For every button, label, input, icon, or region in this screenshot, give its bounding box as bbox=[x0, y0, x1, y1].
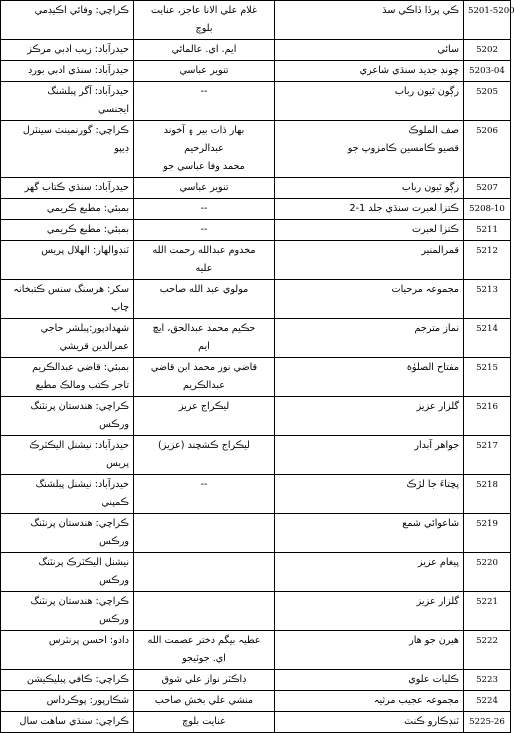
table-row bbox=[1, 358, 511, 397]
publisher-cell-line: شهدادپور:پبلشر حاجي bbox=[40, 323, 129, 334]
title-cell bbox=[275, 61, 464, 82]
publisher-cell-line: بمبئي: مطبع ڪريمي bbox=[46, 224, 129, 235]
author-cell-line: اي. جوٽيجو bbox=[182, 653, 226, 664]
title-cell bbox=[275, 1, 464, 40]
title-cell-line: مجموعہ عجيب مرثيہ bbox=[373, 695, 459, 706]
catalog-number-cell-line: 5225-26 bbox=[469, 717, 505, 727]
catalog-number-cell bbox=[464, 40, 511, 61]
author-cell-line: ايم bbox=[198, 341, 210, 352]
publisher-cell bbox=[1, 61, 134, 82]
publisher-cell-line: حيدرآباد: سنڌي ادبي بورڊ bbox=[27, 65, 129, 76]
publisher-cell-line: عمرالدين قريشي bbox=[59, 341, 129, 352]
catalog-number-cell bbox=[464, 319, 511, 358]
publisher-cell-line: ورڪس bbox=[99, 419, 129, 430]
title-cell-line: گلزار عزيز bbox=[416, 401, 459, 412]
catalog-number-cell bbox=[464, 514, 511, 553]
publisher-cell-line: شڪارپور: پوڪرداس bbox=[46, 695, 129, 706]
catalog-number-cell bbox=[464, 220, 511, 241]
publisher-cell bbox=[1, 691, 134, 712]
catalog-number-cell bbox=[464, 358, 511, 397]
title-cell bbox=[275, 592, 464, 631]
title-cell bbox=[275, 397, 464, 436]
table-row bbox=[1, 592, 511, 631]
author-cell-line: غلام علي الانا عاجز، عنايت bbox=[150, 5, 258, 16]
author-cell bbox=[134, 592, 275, 631]
publisher-cell-line: ايجنسي bbox=[98, 104, 129, 115]
publisher-cell-line: نيشنل اليڪٽرڪ پرنٽنگ bbox=[38, 557, 129, 568]
title-cell-line: چونڊ جديد سنڌي شاعري bbox=[359, 65, 459, 76]
author-cell-line: ايم. اي. عالمائي bbox=[171, 44, 237, 55]
publisher-cell-line: ڪراچي: وفائي اڪيڊمي bbox=[34, 5, 129, 16]
catalog-number-cell bbox=[464, 82, 511, 121]
title-cell bbox=[275, 241, 464, 280]
title-cell bbox=[275, 712, 464, 733]
catalog-number-cell bbox=[464, 199, 511, 220]
catalog-number-cell-line: 5211 bbox=[476, 225, 498, 235]
title-cell bbox=[275, 220, 464, 241]
catalog-number-cell-line: 5216 bbox=[476, 402, 498, 412]
table-row bbox=[1, 397, 511, 436]
catalog-number-cell bbox=[464, 436, 511, 475]
catalog-number-cell bbox=[464, 691, 511, 712]
author-cell bbox=[134, 319, 275, 358]
table-row bbox=[1, 82, 511, 121]
publisher-cell-line: ٽنڊوالهار: الهلال پريس bbox=[41, 245, 129, 256]
author-cell bbox=[134, 631, 275, 670]
publisher-cell-line: ڪراچي: هندستان پرنٽنگ bbox=[30, 518, 129, 529]
catalog-number-cell-line: 5221 bbox=[476, 597, 498, 607]
table-row bbox=[1, 199, 511, 220]
author-cell-line: عنايت بلوچ bbox=[182, 716, 226, 727]
publisher-cell bbox=[1, 397, 134, 436]
author-cell bbox=[134, 121, 275, 178]
author-cell bbox=[134, 712, 275, 733]
author-cell-line: مولوي عبد الله صاحب bbox=[159, 284, 249, 295]
author-cell-line: عبدالرحيم bbox=[184, 143, 224, 154]
publisher-cell-line: چاپ bbox=[111, 302, 129, 313]
publisher-cell bbox=[1, 475, 134, 514]
title-cell bbox=[275, 670, 464, 691]
catalog-number-cell-line: 5201-5200 bbox=[468, 6, 515, 16]
title-cell-line: شاعوائي شمع bbox=[402, 518, 459, 529]
title-cell-line: ٽنڊڪارو ڪنٽ bbox=[404, 716, 459, 727]
publisher-cell-line: ورڪس bbox=[99, 575, 129, 586]
publisher-cell bbox=[1, 553, 134, 592]
author-cell-line: بهار ذات بير ۽ آخوند bbox=[163, 125, 245, 136]
table-row bbox=[1, 121, 511, 178]
catalog-number-cell-line: 5207 bbox=[476, 183, 498, 193]
publisher-cell bbox=[1, 436, 134, 475]
title-cell-line: ڪي پرڏا ڏاڪي سڌ bbox=[382, 5, 459, 16]
publisher-cell bbox=[1, 514, 134, 553]
catalog-rows bbox=[1, 1, 515, 733]
title-cell-line: پيغام عزيز bbox=[417, 557, 459, 568]
publisher-cell-line: تاجر ڪتب ومالڪ مطبع bbox=[35, 380, 129, 391]
publisher-cell-line: حيدرآباد: نيشنل اليڪٽرڪ bbox=[29, 440, 129, 451]
author-cell-line: تنوير عباسي bbox=[179, 182, 229, 193]
publisher-cell bbox=[1, 631, 134, 670]
catalog-number-cell bbox=[464, 397, 511, 436]
catalog-number-cell-line: 5214 bbox=[476, 324, 498, 334]
publisher-cell bbox=[1, 121, 134, 178]
author-cell bbox=[134, 475, 275, 514]
table-row bbox=[1, 61, 511, 82]
author-cell-line: منشي علي بخش صاحب bbox=[154, 695, 254, 706]
author-cell-line: -- bbox=[200, 203, 208, 214]
author-cell bbox=[134, 178, 275, 199]
catalog-number-cell-line: 5220 bbox=[476, 558, 498, 568]
title-cell-line: نماز مترجم bbox=[414, 323, 459, 334]
publisher-cell-line: ورڪس bbox=[99, 536, 129, 547]
catalog-number-cell bbox=[464, 712, 511, 733]
author-cell bbox=[134, 82, 275, 121]
publisher-cell bbox=[1, 241, 134, 280]
author-cell bbox=[134, 280, 275, 319]
catalog-number-cell-line: 5212 bbox=[476, 246, 498, 256]
author-cell bbox=[134, 220, 275, 241]
title-cell-line: ڪليات علوي bbox=[408, 674, 459, 685]
publisher-cell bbox=[1, 670, 134, 691]
title-cell-line: گلزار عزيز bbox=[416, 596, 459, 607]
catalog-number-cell-line: 5205 bbox=[476, 87, 498, 97]
publisher-cell-line: ڪراچي: هندستان پرنٽنگ bbox=[30, 596, 129, 607]
author-cell bbox=[134, 40, 275, 61]
publisher-cell bbox=[1, 592, 134, 631]
title-cell bbox=[275, 514, 464, 553]
catalog-number-cell bbox=[464, 631, 511, 670]
table-row bbox=[1, 691, 511, 712]
catalog-number-cell bbox=[464, 475, 511, 514]
catalog-number-cell-line: 5224 bbox=[476, 696, 498, 706]
publisher-cell-line: ڊيپو bbox=[114, 143, 129, 154]
title-cell-line: ڪتزا لعبرت bbox=[411, 224, 459, 235]
publisher-cell-line: حيدرآباد: نيشنل پبلشنگ bbox=[35, 479, 129, 490]
author-cell-line: عبدالڪريم bbox=[183, 380, 225, 391]
publisher-cell-line: ڪراچي: هندستان پرنٽنگ bbox=[30, 401, 129, 412]
title-cell-line: ڪتزا لعبرت سنڌي جلد 1-2 bbox=[349, 203, 459, 214]
catalog-number-cell-line: 5223 bbox=[476, 675, 498, 685]
title-cell bbox=[275, 82, 464, 121]
catalog-number-cell bbox=[464, 61, 511, 82]
title-cell-line: پچتاءَ جا لڙڪ bbox=[406, 479, 459, 490]
catalog-number-cell-line: 5213 bbox=[476, 285, 498, 295]
author-cell bbox=[134, 670, 275, 691]
table-row bbox=[1, 241, 511, 280]
table-row bbox=[1, 178, 511, 199]
author-cell-line: -- bbox=[200, 86, 208, 97]
title-cell-line: مجموعہ مرحيات bbox=[391, 284, 459, 295]
publisher-cell-line: حيدرآباد: آگر پبلشنگ bbox=[47, 86, 129, 97]
title-cell-line: قمرالمنير bbox=[421, 245, 459, 256]
title-cell bbox=[275, 691, 464, 712]
author-cell-line: -- bbox=[200, 224, 208, 235]
title-cell bbox=[275, 319, 464, 358]
author-cell-line: ڊاڪٽر نواز علي شوق bbox=[161, 674, 247, 685]
catalog-number-cell-line: 5203-04 bbox=[469, 66, 505, 76]
publisher-cell-line: ڪراچي: گورنمينٽ سينٽرل bbox=[22, 125, 129, 136]
catalog-number-cell-line: 5208-10 bbox=[469, 204, 505, 214]
table-row bbox=[1, 475, 511, 514]
author-cell-line: قاضي نور محمد ابن قاضي bbox=[150, 362, 258, 373]
author-cell-line: -- bbox=[200, 479, 208, 490]
title-cell bbox=[275, 358, 464, 397]
title-cell bbox=[275, 475, 464, 514]
title-cell-line: رڳون ٿيون رباب bbox=[394, 86, 459, 97]
table-row bbox=[1, 280, 511, 319]
title-cell bbox=[275, 553, 464, 592]
author-cell bbox=[134, 397, 275, 436]
publisher-cell-line: پريس bbox=[106, 458, 129, 469]
table-row bbox=[1, 631, 511, 670]
publisher-cell-line: دادو: احسن پرنٽرس bbox=[48, 635, 129, 646]
catalog-number-cell bbox=[464, 241, 511, 280]
publisher-cell bbox=[1, 280, 134, 319]
publisher-cell bbox=[1, 40, 134, 61]
catalog-number-cell bbox=[464, 670, 511, 691]
publisher-cell-line: ڪمپني bbox=[101, 497, 129, 508]
catalog-number-cell-line: 5217 bbox=[476, 441, 498, 451]
catalog-number-cell-line: 5206 bbox=[476, 126, 498, 136]
catalog-number-cell bbox=[464, 280, 511, 319]
title-cell bbox=[275, 280, 464, 319]
author-cell bbox=[134, 691, 275, 712]
publisher-cell-line: سکر: هرسنگ سنس ڪتبخانہ bbox=[13, 284, 129, 295]
title-cell-line: صف الملوڪ bbox=[408, 125, 459, 136]
publisher-cell bbox=[1, 82, 134, 121]
publisher-cell-line: حيدرآباد: سنڌي ڪتاب گهر bbox=[24, 182, 129, 193]
catalog-number-cell-line: 5219 bbox=[476, 519, 498, 529]
publisher-cell bbox=[1, 358, 134, 397]
publisher-cell bbox=[1, 1, 134, 40]
catalog-number-cell-line: 5202 bbox=[476, 45, 498, 55]
author-cell bbox=[134, 436, 275, 475]
table-row bbox=[1, 1, 511, 40]
catalog-number-cell bbox=[464, 121, 511, 178]
title-cell-line: جواهر آبدار bbox=[414, 440, 459, 451]
table-row bbox=[1, 670, 511, 691]
table-row bbox=[1, 514, 511, 553]
author-cell bbox=[134, 553, 275, 592]
author-cell-line: عطيہ بيگم دختر عصمت الله bbox=[147, 635, 261, 646]
title-cell bbox=[275, 40, 464, 61]
publisher-cell bbox=[1, 319, 134, 358]
author-cell bbox=[134, 61, 275, 82]
author-cell-line: محمد وفا عباسي جو bbox=[163, 161, 245, 172]
table-row bbox=[1, 712, 511, 733]
title-cell-line: مفتاح الصلوٰة bbox=[406, 362, 459, 373]
catalog-number-cell bbox=[464, 1, 515, 40]
author-cell-line: مخدوم عبدالله رحمت الله bbox=[152, 245, 256, 256]
title-cell-line: قصيو ڪامسين ڪامزوپ جو bbox=[347, 143, 459, 154]
author-cell bbox=[134, 514, 275, 553]
publisher-cell-line: ڪراچي: ڪافي پبليڪيشن bbox=[26, 674, 129, 685]
author-cell bbox=[134, 358, 275, 397]
author-cell-line: تنوير عباسي bbox=[179, 65, 229, 76]
author-cell bbox=[134, 1, 275, 40]
author-cell bbox=[134, 241, 275, 280]
publisher-cell bbox=[1, 712, 134, 733]
author-cell-line: عليه bbox=[195, 263, 213, 274]
catalog-number-cell-line: 5218 bbox=[476, 480, 498, 490]
publisher-cell-line: بمبئي: مطبع ڪريمي bbox=[46, 203, 129, 214]
catalog-number-cell bbox=[464, 178, 511, 199]
table-row bbox=[1, 40, 511, 61]
title-cell-line: هيرن جو هار bbox=[409, 635, 459, 646]
title-cell bbox=[275, 199, 464, 220]
title-cell-line: سائي bbox=[437, 44, 459, 55]
table-row bbox=[1, 319, 511, 358]
title-cell bbox=[275, 178, 464, 199]
catalog-number-cell bbox=[464, 553, 511, 592]
author-cell-line: حڪيم محمد عبدالحق، ايچ bbox=[152, 323, 256, 334]
publisher-cell-line: ڪراچي: سنڌي ساهت سال bbox=[19, 716, 129, 727]
author-cell bbox=[134, 199, 275, 220]
author-cell-line: ليڪراج ڪشچند (عزيز) bbox=[158, 440, 250, 451]
table-row bbox=[1, 220, 511, 241]
catalog-number-cell-line: 5215 bbox=[476, 363, 498, 373]
publisher-cell-line: ورڪس bbox=[99, 614, 129, 625]
catalog-number-cell-line: 5222 bbox=[476, 636, 498, 646]
publisher-cell bbox=[1, 220, 134, 241]
publisher-cell-line: حيدرآباد: زيب ادبي مرڪز bbox=[27, 44, 129, 55]
catalog-number-cell bbox=[464, 592, 511, 631]
publisher-cell bbox=[1, 199, 134, 220]
title-cell bbox=[275, 121, 464, 178]
table-row bbox=[1, 553, 511, 592]
title-cell bbox=[275, 631, 464, 670]
table-row bbox=[1, 436, 511, 475]
author-cell-line: بلوچ bbox=[195, 23, 213, 34]
publisher-cell-line: بمبئي: قاضي عبدالڪريم bbox=[32, 362, 129, 373]
title-cell bbox=[275, 436, 464, 475]
title-cell-line: رڳو ٿيون رباب bbox=[401, 182, 459, 193]
author-cell-line: ليڪراج عزيز bbox=[178, 401, 230, 412]
publisher-cell bbox=[1, 178, 134, 199]
